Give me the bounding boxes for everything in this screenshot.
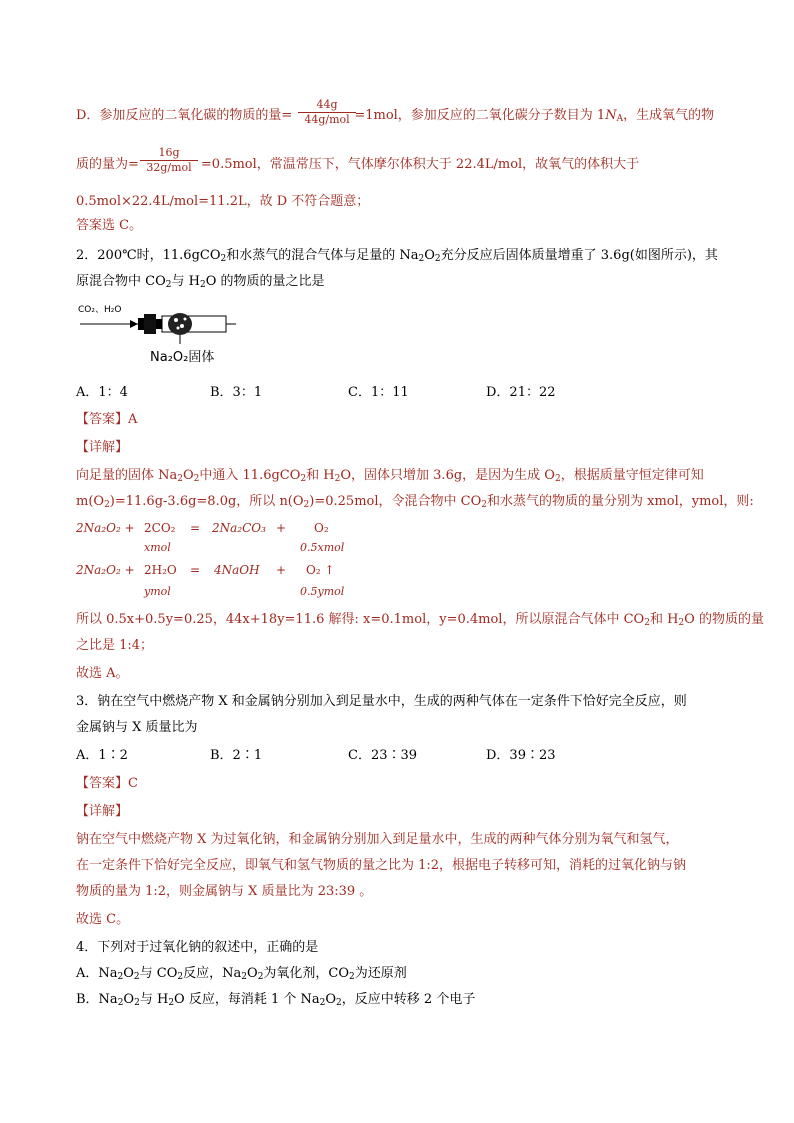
na-sub: A bbox=[616, 114, 624, 124]
q2-e1b: O bbox=[183, 468, 194, 483]
eq1-term3: 2Na₂CO₃ bbox=[212, 521, 266, 535]
q3-option-b[interactable]: B．2∶1 bbox=[210, 748, 263, 763]
q4-a-d: 反应，Na bbox=[183, 966, 242, 981]
q1-answer: 答案选 C。 bbox=[76, 218, 143, 233]
q2-s1b: 和水蒸气的混合气体与足量的 Na bbox=[226, 248, 419, 263]
q3-stem-line2: 金属钠与 X 质量比为 bbox=[76, 720, 198, 735]
q1-d2-end: =0.5mol，常温常压下，气体摩尔体积大于 22.4L/mol，故氧气的体积大于 bbox=[200, 157, 640, 172]
q1-d-prefix: D．参加反应的二氧化碳的物质的量= bbox=[76, 108, 293, 123]
na-symbol: N bbox=[605, 108, 617, 123]
q4-b-c: 与 H bbox=[139, 992, 169, 1007]
eq1-plus: + bbox=[276, 521, 287, 535]
q2-option-c[interactable]: C．1：11 bbox=[348, 385, 409, 400]
q1-d-end: ，生成氧气的物 bbox=[623, 108, 715, 123]
q4-a-a: A．Na bbox=[76, 966, 118, 981]
q4-b-a: B．Na bbox=[76, 992, 118, 1007]
eq1-term4: O₂ bbox=[314, 521, 329, 535]
q4-stem: 4．下列对于过氧化钠的叙述中，正确的是 bbox=[76, 940, 319, 955]
q2-detail-head: 【详解】 bbox=[76, 440, 129, 455]
q3-explain-line1: 钠在空气中燃烧产物 X 为过氧化钠，和金属钠分别加入到足量水中，生成的两种气体分别为氧气和氢气， bbox=[76, 832, 679, 847]
frac2-num: 16g bbox=[158, 146, 180, 159]
fraction-44g bbox=[298, 98, 356, 127]
sub-2: 2 bbox=[117, 972, 124, 982]
q4-a-g: 为还原剂 bbox=[354, 966, 407, 981]
q3-explain-line2: 在一定条件下恰好完全反应，即氧气和氢气物质的量之比为 1:2，根据电子转移可知，消耗的过氧化钠与钠 bbox=[76, 858, 687, 873]
eq1-term2: 2CO₂ bbox=[144, 521, 176, 535]
frac1-num: 44g bbox=[316, 98, 338, 111]
reaction-tube-figure bbox=[78, 302, 238, 372]
q2-e1a: 向足量的固体 Na bbox=[76, 468, 178, 483]
eq2-half-ymol: 0.5ymol bbox=[300, 585, 345, 598]
q2-e2a: m(O bbox=[76, 494, 105, 509]
q3-option-a[interactable]: A．1∶2 bbox=[76, 748, 128, 763]
sub-2: 2 bbox=[334, 474, 341, 484]
q2-option-d[interactable]: D．21：22 bbox=[486, 385, 556, 400]
q2-choose: 故选 A。 bbox=[76, 666, 129, 681]
sub-2: 2 bbox=[554, 474, 561, 484]
sub-2: 2 bbox=[104, 500, 110, 510]
q2-explain-line4: 之比是 1:4； bbox=[76, 638, 154, 653]
sub-2: 2 bbox=[241, 972, 248, 982]
q1-d-line1 bbox=[76, 106, 714, 126]
q2-explain-line2 bbox=[76, 492, 754, 512]
sub-2: 2 bbox=[134, 998, 140, 1008]
q2-stem-line1 bbox=[76, 246, 718, 266]
eq1-term1: 2Na₂O₂ + bbox=[76, 521, 135, 535]
sub-2: 2 bbox=[177, 972, 184, 982]
q2-e2d: 和水蒸气的物质的量分别为 xmol，ymol，则: bbox=[486, 494, 754, 509]
q2-s2c: O 的物质的量之比是 bbox=[205, 274, 325, 289]
q2-stem-line2 bbox=[76, 272, 325, 292]
q1-d-mid: =1mol，参加反应的二氧化碳分子数目为 1 bbox=[354, 108, 606, 123]
sub-2: 2 bbox=[300, 474, 307, 484]
q4-option-a[interactable] bbox=[76, 964, 407, 984]
q2-answer: 【答案】A bbox=[76, 412, 138, 427]
q2-e1e: O，固体只增加 3.6g，是因为生成 O bbox=[340, 468, 555, 483]
q2-option-a[interactable]: A．1：4 bbox=[76, 385, 128, 400]
sub-2: 2 bbox=[193, 474, 200, 484]
q2-e1f: ，根据质量守恒定律可知 bbox=[560, 468, 704, 483]
eq2-term4: O₂ ↑ bbox=[306, 563, 335, 577]
fraction-16g bbox=[140, 146, 198, 175]
solid-label: Na₂O₂固体 bbox=[150, 350, 215, 365]
q3-option-c[interactable]: C．23∶39 bbox=[348, 748, 418, 763]
sub-2: 2 bbox=[257, 972, 264, 982]
sub-2: 2 bbox=[434, 254, 441, 264]
sub-2: 2 bbox=[133, 972, 140, 982]
eq1-equals: = bbox=[190, 521, 201, 535]
sub-2: 2 bbox=[177, 474, 183, 484]
eq2-term3: 4NaOH bbox=[214, 563, 260, 577]
sub-2: 2 bbox=[168, 998, 175, 1008]
q2-s1a: 2．200℃时，11.6gCO bbox=[76, 248, 221, 263]
eq1-half-xmol: 0.5xmol bbox=[300, 541, 345, 554]
eq2-plus: + bbox=[276, 563, 287, 577]
q2-e2c: )=0.25mol，令混合物中 CO bbox=[309, 494, 482, 509]
q3-choose: 故选 C。 bbox=[76, 912, 130, 927]
eq1-xmol: xmol bbox=[144, 541, 171, 554]
sub-2: 2 bbox=[117, 998, 124, 1008]
q3-explain-line3: 物质的量为 1:2，则金属钠与 X 质量比为 23:39 。 bbox=[76, 884, 373, 899]
eq2-ymol: ymol bbox=[144, 585, 171, 598]
q3-detail-head: 【详解】 bbox=[76, 804, 129, 819]
q2-explain-line1 bbox=[76, 466, 704, 486]
sub-2: 2 bbox=[303, 500, 310, 510]
sub-2: 2 bbox=[199, 280, 206, 290]
eq2-term2: 2H₂O bbox=[144, 563, 177, 577]
q2-e3c: O 的物质的量 bbox=[684, 612, 764, 627]
q1-d2-prefix: 质的量为= bbox=[76, 157, 139, 172]
q4-b-e: O bbox=[325, 992, 337, 1007]
eq2-equals: = bbox=[190, 563, 201, 577]
q4-b-b: O bbox=[123, 992, 135, 1007]
sub-2: 2 bbox=[349, 972, 355, 982]
gas-inlet-label: CO₂、H₂O bbox=[78, 305, 122, 315]
q2-e3b: 和 H bbox=[649, 612, 679, 627]
q2-s2b: 与 H bbox=[171, 274, 200, 289]
q2-e1d: 和 H bbox=[306, 468, 335, 483]
q4-b-d: O 反应，每消耗 1 个 Na bbox=[174, 992, 320, 1007]
sub-2: 2 bbox=[481, 500, 487, 510]
q2-option-b[interactable]: B．3：1 bbox=[210, 385, 263, 400]
q2-e1c: 中通入 11.6gCO bbox=[199, 468, 301, 483]
q2-e3: 所以 0.5x+0.5y=0.25，44x+18y=11.6 解得: x=0.1mol，y=0.4mol，所以原混合气体中 CO bbox=[76, 612, 645, 627]
q3-answer: 【答案】C bbox=[76, 776, 138, 791]
q2-explain-line3 bbox=[76, 610, 764, 630]
q2-s1d: 充分反应后固体质量增重了 3.6g(如图所示)，其 bbox=[440, 248, 718, 263]
frac1-den: 44g/mol bbox=[298, 112, 356, 127]
sub-2: 2 bbox=[165, 280, 172, 290]
q4-option-b[interactable] bbox=[76, 990, 475, 1010]
sub-2: 2 bbox=[220, 254, 227, 264]
sub-2: 2 bbox=[319, 998, 326, 1008]
q3-option-d[interactable]: D．39∶23 bbox=[486, 748, 556, 763]
q4-a-c: 与 CO bbox=[139, 966, 178, 981]
sub-2: 2 bbox=[418, 254, 425, 264]
q2-e2b: )=11.6g-3.6g=8.0g，所以 n(O bbox=[109, 494, 304, 509]
tube-drawing bbox=[78, 310, 238, 350]
q4-a-f: 为氧化剂，CO bbox=[263, 966, 350, 981]
q4-a-b: O bbox=[123, 966, 134, 981]
q2-s2a: 原混合物中 CO bbox=[76, 274, 166, 289]
q1-d-line3: 0.5mol×22.4L/mol=11.2L，故 D 不符合题意； bbox=[76, 194, 370, 209]
q4-a-e: O bbox=[247, 966, 258, 981]
frac2-den: 32g/mol bbox=[140, 160, 198, 175]
sub-2: 2 bbox=[678, 618, 685, 628]
q2-s1c: O bbox=[424, 248, 435, 263]
q3-stem-line1: 3．钠在空气中燃烧产物 X 和金属钠分别加入到足量水中，生成的两种气体在一定条件下恰好完全反应，则 bbox=[76, 694, 687, 709]
sub-2: 2 bbox=[336, 998, 342, 1008]
eq2-term1: 2Na₂O₂ + bbox=[76, 563, 135, 577]
q4-b-f: ，反应中转移 2 个电子 bbox=[341, 992, 476, 1007]
sub-2: 2 bbox=[644, 618, 650, 628]
